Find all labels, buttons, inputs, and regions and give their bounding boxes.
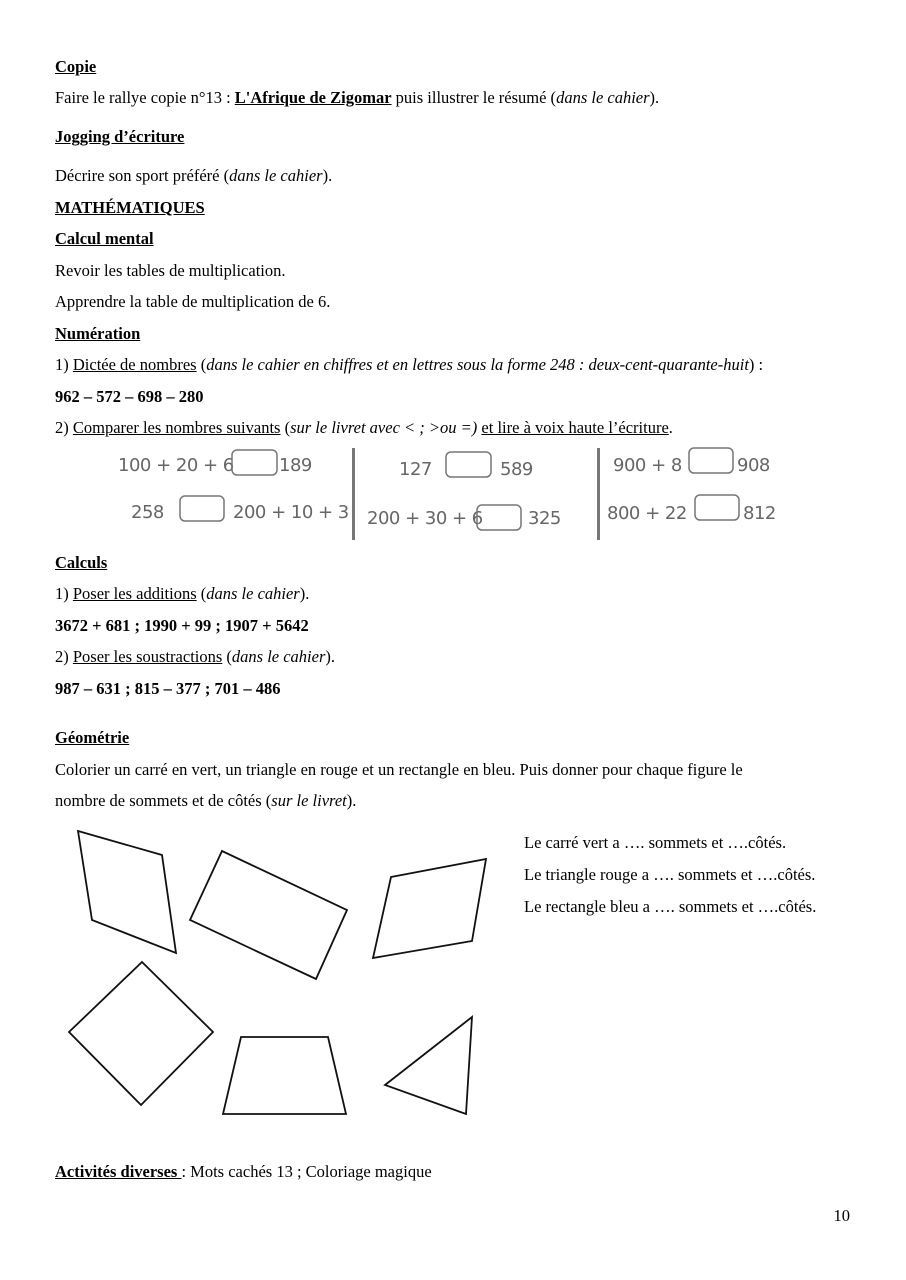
item-number: 2) [55, 647, 73, 666]
comparison-exercise [110, 444, 790, 544]
item-italic: dans le cahier en chiffres et en lettres sous la forme 248 : deux-cent-quarante-huit [206, 355, 749, 374]
item-italic: dans le cahier [231, 647, 326, 666]
item-italic: dans le cahier [206, 584, 300, 603]
numeration-item-1 [55, 355, 763, 375]
compare-left-6: 800 + 22 [607, 503, 687, 524]
compare-left-2: 258 [131, 502, 164, 523]
rectangle-shape[interactable] [190, 851, 347, 979]
answer-box-4[interactable] [477, 505, 521, 530]
item-label: Poser les additions [72, 584, 197, 603]
item-paren-close: ). [325, 647, 336, 666]
jogging-text-end: ). [322, 166, 333, 185]
item-paren: ( [280, 418, 291, 437]
geometrie-line-1: Colorier un carré en vert, un triangle en rouge et un rectangle en bleu. Puis donner pour chaque figure le [55, 760, 743, 779]
copie-instruction [55, 88, 659, 108]
answer-box-2[interactable] [180, 496, 224, 521]
item-label: Dictée de nombres [72, 355, 197, 374]
jogging-text-italic: dans le cahier [229, 166, 323, 185]
square-shape[interactable] [69, 962, 213, 1105]
maths-heading: MATHÉMATIQUES [55, 198, 205, 217]
compare-right-4: 325 [528, 508, 561, 529]
compare-right-5: 908 [737, 455, 770, 476]
calculs-item-2 [55, 647, 335, 667]
answer-box-3[interactable] [446, 452, 491, 477]
item-end: . [668, 418, 673, 437]
item-number: 1) [55, 584, 73, 603]
geometrie-text-italic: sur le livret [271, 791, 347, 810]
item-label: Poser les soustractions [72, 647, 223, 666]
item-italic: sur le livret avec < ; >ou =) [290, 418, 478, 437]
item-number: 2) [55, 418, 73, 437]
jogging-heading: Jogging d’écriture [55, 127, 185, 146]
triangle-shape[interactable] [385, 1017, 472, 1114]
compare-right-6: 812 [743, 503, 776, 524]
compare-right-1: 189 [279, 455, 312, 476]
numeration-heading: Numération [55, 324, 141, 343]
calculs-item-1 [55, 584, 309, 604]
page-number: 10 [833, 1206, 850, 1225]
jogging-instruction [55, 166, 332, 186]
copie-text-italic: dans le cahier [556, 88, 650, 107]
item-paren-close: ) : [748, 355, 764, 374]
calcul-mental-heading: Calcul mental [55, 229, 154, 248]
copie-text: Faire le rallye copie n°13 : [55, 88, 235, 107]
geometrie-line-2 [55, 791, 356, 811]
answer-line-rectangle: Le rectangle bleu a …. sommets et ….côtés. [524, 897, 817, 916]
item-label: Comparer les nombres suivants [72, 418, 281, 437]
additions-list: 3672 + 681 ; 1990 + 99 ; 1907 + 5642 [55, 616, 309, 635]
soustractions-list: 987 – 631 ; 815 – 377 ; 701 – 486 [55, 679, 281, 698]
activites-line [55, 1162, 432, 1182]
answer-box-6[interactable] [695, 495, 739, 520]
geometry-shapes [55, 815, 495, 1125]
copie-book-title: L'Afrique de Zigomar [234, 88, 392, 107]
compare-left-1: 100 + 20 + 6 [118, 455, 234, 476]
calculs-heading: Calculs [55, 553, 108, 572]
numeration-item-2 [55, 418, 673, 438]
item-number: 1) [55, 355, 73, 374]
activites-text: : Mots cachés 13 ; Coloriage magique [181, 1162, 432, 1181]
jogging-text: Décrire son sport préféré ( [55, 166, 230, 185]
compare-left-4: 200 + 30 + 6 [367, 508, 483, 529]
column-divider [352, 448, 355, 540]
item-label-2: et lire à voix haute l’écriture [481, 418, 669, 437]
compare-left-5: 900 + 8 [613, 455, 682, 476]
trapezoid-shape[interactable] [223, 1037, 346, 1114]
parallelogram-shape-2[interactable] [373, 859, 486, 958]
answer-box-5[interactable] [689, 448, 733, 473]
parallelogram-shape[interactable] [78, 831, 176, 953]
answer-line-square: Le carré vert a …. sommets et ….côtés. [524, 833, 787, 852]
activites-heading: Activités diverses [55, 1162, 182, 1181]
calcul-mental-line-2: Apprendre la table de multiplication de 6. [55, 292, 331, 311]
copie-text-mid: puis illustrer le résumé ( [391, 88, 557, 107]
copie-heading: Copie [55, 57, 97, 76]
item-paren: ( [222, 647, 232, 666]
compare-right-2: 200 + 10 + 3 [233, 502, 349, 523]
copie-text-end: ). [649, 88, 660, 107]
item-paren-close: ). [299, 584, 310, 603]
compare-left-3: 127 [399, 459, 432, 480]
column-divider [597, 448, 600, 540]
compare-right-3: 589 [500, 459, 533, 480]
calcul-mental-line-1: Revoir les tables de multiplication. [55, 261, 286, 280]
dictation-numbers: 962 – 572 – 698 – 280 [55, 387, 204, 406]
answer-line-triangle: Le triangle rouge a …. sommets et ….côtés. [524, 865, 816, 884]
geometrie-text: nombre de sommets et de côtés ( [55, 791, 272, 810]
item-paren: ( [196, 584, 207, 603]
answer-box-1[interactable] [232, 450, 277, 475]
item-paren: ( [196, 355, 207, 374]
geometrie-text-end: ). [346, 791, 357, 810]
geometrie-heading: Géométrie [55, 728, 130, 747]
